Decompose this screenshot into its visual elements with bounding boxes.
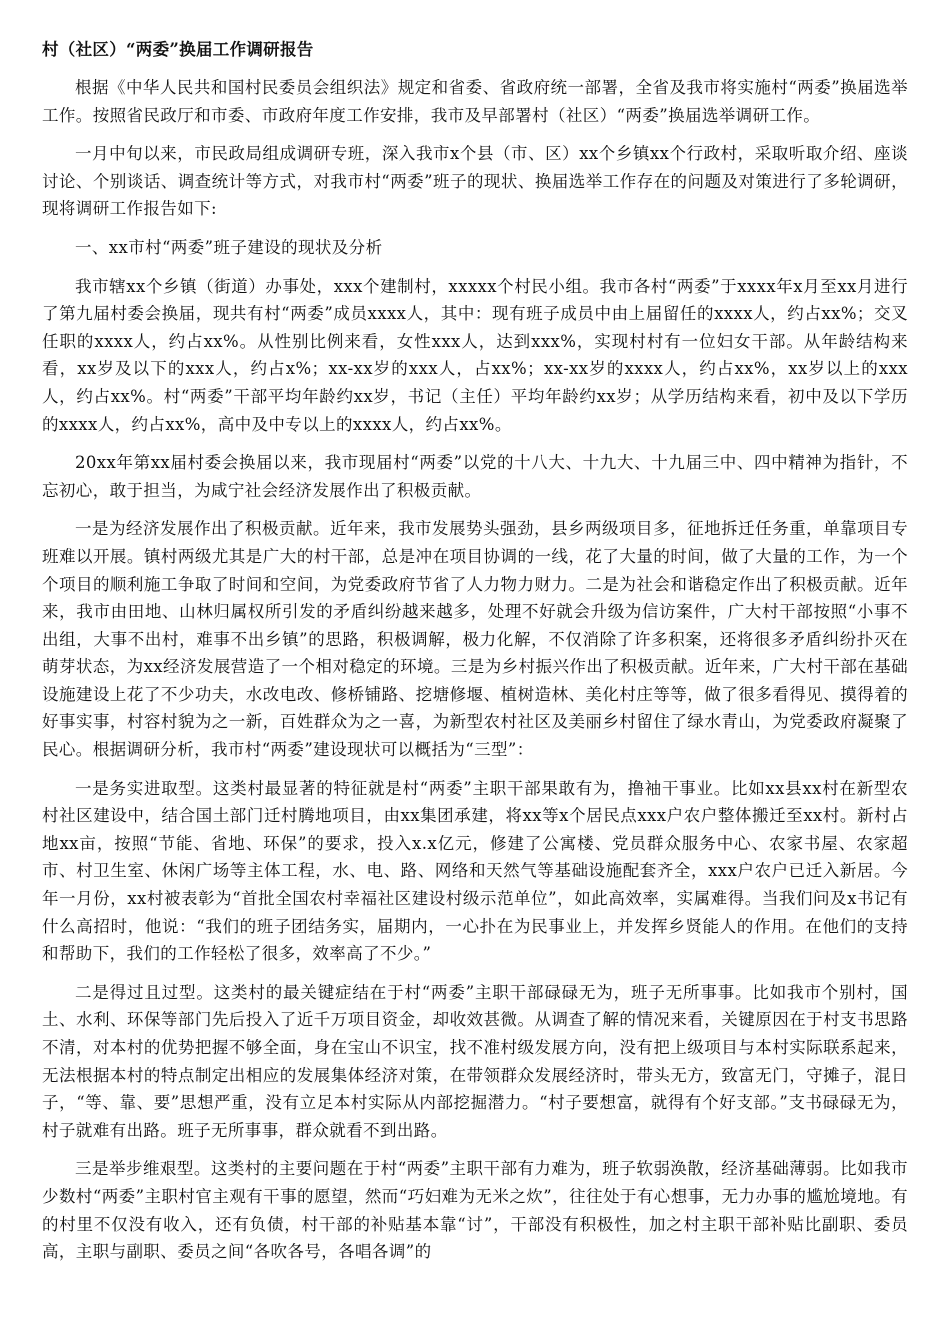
paragraph-contributions-summary: 20xx年第xx届村委会换届以来，我市现届村“两委”以党的十八大、十九大、十九届三中、四中精神为指针，不忘初心，敢于担当，为咸宁社会经济发展作出了积极贡献。 — [42, 453, 908, 500]
paragraph-type-passive: 二是得过且过型。这类村的最关键症结在于村“两委”主职干部碌碌无为，班子无所事事。比如我市个别村，国土、水利、环保等部门先后投入了近千万项目资金，却收效甚微。从调查了解的情况来看，关键原因在于村支书思路不清，对本村的优势把握不够全面，身在宝山不识宝，找不准村级发展方向，没有把上级项目与本村实际联系起来，无法根据本村的特点制定出相应的发展集体经济对策，在带领群众发展经济时，带头无方，致富无门，守摊子，混日子，“等、靠、要”思想严重，没有立足本村实际从内部挖掘潜力。“村子要想富，就得有个好支部。”支书碌碌无为，村子就难有出路。班子无所事事，群众就看不到出路。 — [42, 982, 908, 1140]
document-title: 村（社区）“两委”换届工作调研报告 — [42, 40, 314, 59]
paragraph-survey: 一月中旬以来，市民政局组成调研专班，深入我市x个县（市、区）xx个乡镇xx个行政村，采取听取介绍、座谈讨论、个别谈话、调查统计等方式，对我市村“两委”班子的现状、换届选举工作存在的问题及对策进行了多轮调研，现将调研工作报告如下: — [42, 144, 908, 219]
paragraph-type-struggling: 三是举步维艰型。这类村的主要问题在于村“两委”主职干部有力难为，班子软弱涣散，经济基础薄弱。比如我市少数村“两委”主职村官主观有干事的愿望，然而“巧妇难为无米之炊”，往往处于有心想事，无力办事的尴尬境地。有的村里不仅没有收入，还有负债，村干部的补贴基本靠“讨”，干部没有积极性，加之村主职干部补贴比副职、委员高，主职与副职、委员之间“各吹各号，各唱各调”的 — [42, 1159, 908, 1262]
paragraph-type-pragmatic: 一是务实进取型。这类村最显著的特征就是村“两委”主职干部果敢有为，撸袖干事业。比如xx县xx村在新型农村社区建设中，结合国土部门迁村腾地项目，由xx集团承建，将xx等x个居民点xxx户农户整体搬迁至xx村。新村占地xx亩，按照“节能、省地、环保”的要求，投入x.x亿元，修建了公寓楼、党员群众服务中心、农家书屋、农家超市、村卫生室、休闲广场等主体工程，水、电、路、网络和天然气等基础设施配套齐全，xxx户农户已迁入新居。今年一月份，xx村被表彰为“首批全国农村幸福社区建设村级示范单位”，如此高效率，实属难得。当我们问及x书记有什么高招时，他说：“我们的班子团结务实，届期内，一心扑在为民事业上，并发挥乡贤能人的作用。在他们的支持和帮助下，我们的工作轻松了很多，效率高了不少。” — [42, 778, 908, 964]
paragraph-statistics: 我市辖xx个乡镇（街道）办事处，xxx个建制村，xxxxx个村民小组。我市各村“两委”于xxxx年x月至xx月进行了第九届村委会换届，现共有村“两委”成员xxxx人，其中：现有班子成员中由上届留任的xxxx人，约占xx%；交叉任职的xxxx人，约占xx%。从性别比例来看，女性xxx人，达到xxx%，实现村村有一位妇女干部。从年龄结构来看，xx岁及以下的xxx人，约占x%；xx-xx岁的xxx人，占xx%；xx-xx岁的xxxx人，约占xx%，xx岁以上的xxx人，约占xx%。村“两委”干部平均年龄约xx岁，书记（主任）平均年龄约xx岁；从学历结构来看，初中及以下学历的xxxx人，约占xx%，高中及中专以上的xxxx人，约占xx%。 — [42, 276, 908, 434]
document-page — [42, 38, 908, 1277]
paragraph-intro: 根据《中华人民共和国村民委员会组织法》规定和省委、省政府统一部署，全省及我市将实施村“两委”换届选举工作。按照省民政厅和市委、市政府年度工作安排，我市及早部署村（社区）“两委”换届选举调研工作。 — [42, 78, 908, 125]
section-heading-1: 一、xx市村“两委”班子建设的现状及分析 — [75, 237, 383, 257]
paragraph-contributions-detail: 一是为经济发展作出了积极贡献。近年来，我市发展势头强劲，县乡两级项目多，征地拆迁任务重，单靠项目专班难以开展。镇村两级尤其是广大的村干部，总是冲在项目协调的一线，花了大量的时间，做了大量的工作，为一个个项目的顺利施工争取了时间和空间，为党委政府节省了人力物力财力。二是为社会和谐稳定作出了积极贡献。近年来，我市由田地、山林归属权所引发的矛盾纠纷越来越多，处理不好就会升级为信访案件，广大村干部按照“小事不出组，大事不出村，难事不出乡镇”的思路，积极调解，极力化解，不仅消除了许多积案，还将很多矛盾纠纷扑灭在萌芽状态，为xx经济发展营造了一个相对稳定的环境。三是为乡村振兴作出了积极贡献。近年来，广大村干部在基础设施建设上花了不少功夫，水改电改、修桥铺路、挖塘修堰、植树造林、美化村庄等等，做了很多看得见、摸得着的好事实事，村容村貌为之一新，百姓群众为之一喜，为新型农村社区及美丽乡村留住了绿水青山，为党委政府凝聚了民心。根据调研分析，我市村“两委”建设现状可以概括为“三型”： — [42, 519, 908, 760]
